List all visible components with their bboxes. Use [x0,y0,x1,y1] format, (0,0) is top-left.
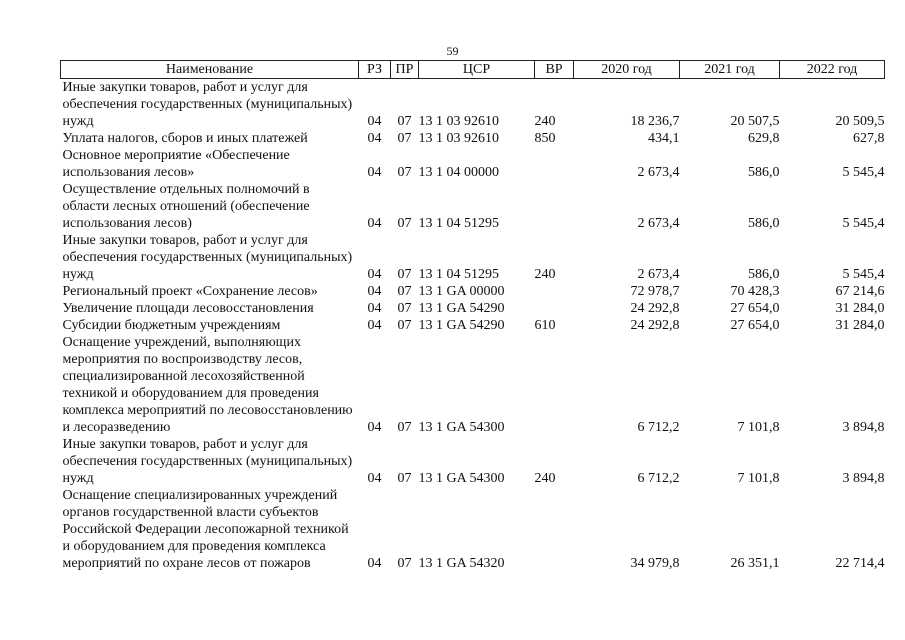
table-row [61,79,885,131]
row-pr: 07 [397,284,412,299]
row-vr [535,147,574,181]
row-pr: 07 [397,420,412,435]
row-name: Оснащение специализированных учреждений органов государственной власти субъектов Российской Федерации лесопожарной техникой и оборудованием для проведения комплекса мероприятий по охране лесов от пожаров [62,488,349,571]
row-name: Оснащение учреждений, выполняющих мероприятия по воспроизводству лесов, специализированной лесохозяйственной техникой и оборудованием для проведения комплекса мероприятий по лесовосстановлению и лесоразведению [62,335,353,435]
row-2021: 586,0 [748,165,780,180]
row-2020: 18 236,7 [630,114,680,129]
table-row [61,283,885,300]
row-2022: 3 894,8 [842,420,885,435]
row-name: Иные закупки товаров, работ и услуг для обеспечения государственных (муниципальных) нужд [62,80,353,129]
row-vr [535,334,574,436]
row-2020: 2 673,4 [637,216,680,231]
row-rz: 04 [367,216,382,231]
row-pr: 07 [397,216,412,231]
row-2021: 20 507,5 [730,114,780,129]
row-rz: 04 [367,165,382,180]
row-rz: 04 [367,284,382,299]
row-2021: 7 101,8 [737,471,780,486]
row-csr: 13 1 GA 54320 [418,556,505,571]
row-pr: 07 [397,267,412,282]
row-vr: 610 [534,318,556,333]
row-2021: 27 654,0 [730,301,780,316]
row-csr: 13 1 GA 54300 [418,471,505,486]
row-rz: 04 [367,556,382,571]
row-rz: 04 [367,471,382,486]
row-name: Иные закупки товаров, работ и услуг для обеспечения государственных (муниципальных) нужд [62,233,353,282]
row-csr: 13 1 GA 54290 [418,301,505,316]
row-2022: 20 509,5 [835,114,885,129]
row-rz: 04 [367,267,382,282]
row-2020: 2 673,4 [637,165,680,180]
row-2022: 31 284,0 [835,301,885,316]
row-2020: 72 978,7 [630,284,680,299]
row-2021: 586,0 [748,216,780,231]
row-pr: 07 [397,318,412,333]
row-rz: 04 [367,318,382,333]
row-pr: 07 [397,556,412,571]
row-csr: 13 1 03 92610 [418,131,499,146]
table-row [61,130,885,147]
table-row [61,436,885,487]
row-csr: 13 1 03 92610 [418,114,499,129]
column-header-name: Наименование [61,61,359,79]
row-2022: 5 545,4 [842,216,885,231]
row-vr: 850 [534,131,556,146]
column-header-csr: ЦСР [419,61,535,79]
row-vr [535,283,574,300]
row-2022: 627,8 [853,131,885,146]
row-rz: 04 [367,131,382,146]
table-row [61,232,885,283]
row-rz: 04 [367,420,382,435]
row-vr [535,300,574,317]
row-pr: 07 [397,471,412,486]
row-vr: 240 [534,114,556,129]
row-2022: 31 284,0 [835,318,885,333]
table-row [61,334,885,436]
row-vr [535,487,574,572]
row-name: Иные закупки товаров, работ и услуг для обеспечения государственных (муниципальных) нужд [62,437,353,486]
row-2021: 586,0 [748,267,780,282]
row-csr: 13 1 GA 54300 [418,420,505,435]
page-number: 59 [446,44,459,58]
budget-table [60,60,885,572]
row-csr: 13 1 GA 00000 [418,284,505,299]
row-2022: 5 545,4 [842,267,885,282]
row-2022: 5 545,4 [842,165,885,180]
row-rz: 04 [367,301,382,316]
row-pr: 07 [397,131,412,146]
table-header [61,61,885,79]
row-csr: 13 1 GA 54290 [418,318,505,333]
row-2021: 7 101,8 [737,420,780,435]
row-vr: 240 [534,267,556,282]
row-name: Субсидии бюджетным учреждениям [62,318,281,333]
row-2020: 34 979,8 [630,556,680,571]
column-header-2021: 2021 год [680,61,780,79]
row-csr: 13 1 04 00000 [418,165,499,180]
row-name: Уплата налогов, сборов и иных платежей [62,131,308,146]
row-name: Осуществление отдельных полномочий в области лесных отношений (обеспечение использования лесов) [62,182,310,231]
row-2020: 2 673,4 [637,267,680,282]
row-2020: 434,1 [648,131,680,146]
row-name: Увеличение площади лесовосстановления [62,301,314,316]
column-header-pr: ПР [391,61,419,79]
table-row [61,487,885,572]
column-header-rz: РЗ [359,61,391,79]
column-header-2020: 2020 год [574,61,680,79]
row-pr: 07 [397,114,412,129]
row-2021: 70 428,3 [730,284,780,299]
row-2021: 27 654,0 [730,318,780,333]
row-vr [535,181,574,232]
row-name: Основное мероприятие «Обеспечение использования лесов» [62,148,290,180]
row-pr: 07 [397,301,412,316]
row-2022: 3 894,8 [842,471,885,486]
row-2021: 629,8 [748,131,780,146]
row-name: Региональный проект «Сохранение лесов» [62,284,318,299]
column-header-2022: 2022 год [780,61,885,79]
row-pr: 07 [397,165,412,180]
row-2020: 6 712,2 [637,420,680,435]
table-row [61,317,885,334]
table-row [61,147,885,181]
row-2020: 6 712,2 [637,471,680,486]
row-rz: 04 [367,114,382,129]
column-header-vr: ВР [535,61,574,79]
row-csr: 13 1 04 51295 [418,267,499,282]
row-2020: 24 292,8 [630,318,680,333]
row-2022: 22 714,4 [835,556,885,571]
row-csr: 13 1 04 51295 [418,216,499,231]
row-vr: 240 [534,471,556,486]
row-2020: 24 292,8 [630,301,680,316]
row-2021: 26 351,1 [730,556,780,571]
table-row [61,300,885,317]
table-row [61,181,885,232]
table-body [61,79,885,573]
row-2022: 67 214,6 [835,284,885,299]
